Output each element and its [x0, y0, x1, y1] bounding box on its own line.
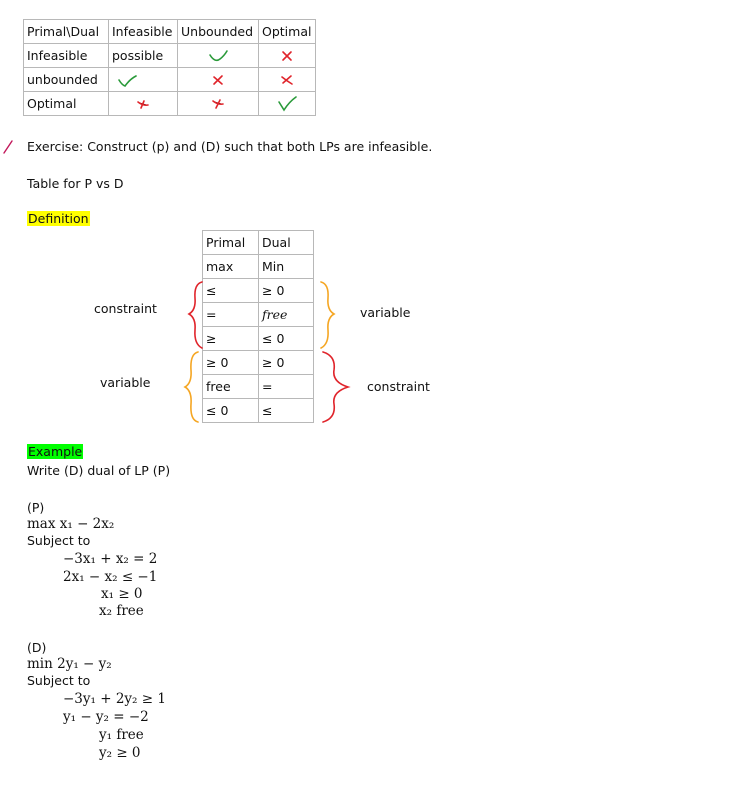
- cross-mark-icon: [259, 44, 316, 68]
- table-caption: Table for P vs D: [27, 176, 124, 191]
- table-row: [203, 279, 314, 303]
- example-label: Example: [28, 444, 83, 459]
- cell-text: ≤: [259, 399, 314, 423]
- table-row: [24, 68, 316, 92]
- header-cell: Primal\Dual: [24, 20, 109, 44]
- cell-text: Min: [259, 255, 314, 279]
- table-row: [203, 351, 314, 375]
- table-row: [203, 375, 314, 399]
- dual-objective: min 2y₁ − y₂: [27, 656, 112, 672]
- cell-text: ≥: [203, 327, 259, 351]
- left-orange-brace-icon: [182, 350, 202, 424]
- cell-text: ≥ 0: [203, 351, 259, 375]
- row-label: Optimal: [24, 92, 109, 116]
- constraint-label: constraint: [367, 379, 430, 394]
- constraint-label: constraint: [94, 301, 157, 316]
- table-row: [203, 303, 314, 327]
- dual-tag: (D): [27, 640, 47, 655]
- dual-constraint: −3y₁ + 2y₂ ≥ 1: [63, 691, 166, 707]
- table-row: [203, 399, 314, 423]
- dual-constraint: y₂ ≥ 0: [99, 745, 141, 761]
- example-prompt: Write (D) dual of LP (P): [27, 463, 171, 478]
- definition-label: Definition: [28, 211, 89, 226]
- primal-tag: (P): [27, 500, 45, 515]
- cell-text: free: [203, 375, 259, 399]
- cross-mark-icon: [109, 92, 178, 116]
- table-row: [203, 255, 314, 279]
- primal-subject-to: Subject to: [27, 533, 91, 548]
- cell-text: free: [259, 303, 314, 327]
- exercise-text: Exercise: Construct (p) and (D) such that both LPs are infeasible.: [27, 139, 433, 154]
- cross-mark-icon: [178, 68, 259, 92]
- cell-text: =: [203, 303, 259, 327]
- table-row: [24, 44, 316, 68]
- primal-constraint: x₂ free: [99, 603, 144, 619]
- cell-text: max: [203, 255, 259, 279]
- primal-objective: max x₁ − 2x₂: [27, 516, 115, 532]
- dual-constraint: y₁ free: [99, 727, 144, 743]
- outcome-header-row: [24, 20, 316, 44]
- header-cell: Infeasible: [109, 20, 178, 44]
- cell-text: possible: [109, 44, 178, 68]
- outcome-table: [23, 19, 316, 116]
- primal-constraint: 2x₁ − x₂ ≤ −1: [63, 569, 158, 585]
- primal-constraint: x₁ ≥ 0: [101, 586, 143, 602]
- pd-header-row: [203, 231, 314, 255]
- check-mark-icon: [259, 92, 316, 116]
- cell-text: ≤ 0: [203, 399, 259, 423]
- header-cell: Unbounded: [178, 20, 259, 44]
- right-orange-brace-icon: [318, 280, 338, 350]
- check-mark-icon: [109, 68, 178, 92]
- pen-mark-icon: [2, 139, 14, 155]
- header-cell: Primal: [203, 231, 259, 255]
- cross-mark-icon: [259, 68, 316, 92]
- cell-text: ≥ 0: [259, 279, 314, 303]
- variable-label: variable: [100, 375, 151, 390]
- cross-mark-icon: [178, 92, 259, 116]
- row-label: Infeasible: [24, 44, 109, 68]
- dual-subject-to: Subject to: [27, 673, 91, 688]
- right-red-brace-icon: [320, 350, 352, 424]
- primal-constraint: −3x₁ + x₂ = 2: [63, 551, 158, 567]
- cell-text: ≥ 0: [259, 351, 314, 375]
- variable-label: variable: [360, 305, 411, 320]
- header-cell: Optimal: [259, 20, 316, 44]
- table-row: [24, 92, 316, 116]
- left-red-brace-icon: [186, 280, 206, 350]
- check-mark-icon: [178, 44, 259, 68]
- header-cell: Dual: [259, 231, 314, 255]
- cell-text: =: [259, 375, 314, 399]
- table-row: [203, 327, 314, 351]
- cell-text: ≤ 0: [259, 327, 314, 351]
- dual-constraint: y₁ − y₂ = −2: [63, 709, 149, 725]
- row-label: unbounded: [24, 68, 109, 92]
- primal-dual-table: [202, 230, 314, 423]
- cell-text: ≤: [203, 279, 259, 303]
